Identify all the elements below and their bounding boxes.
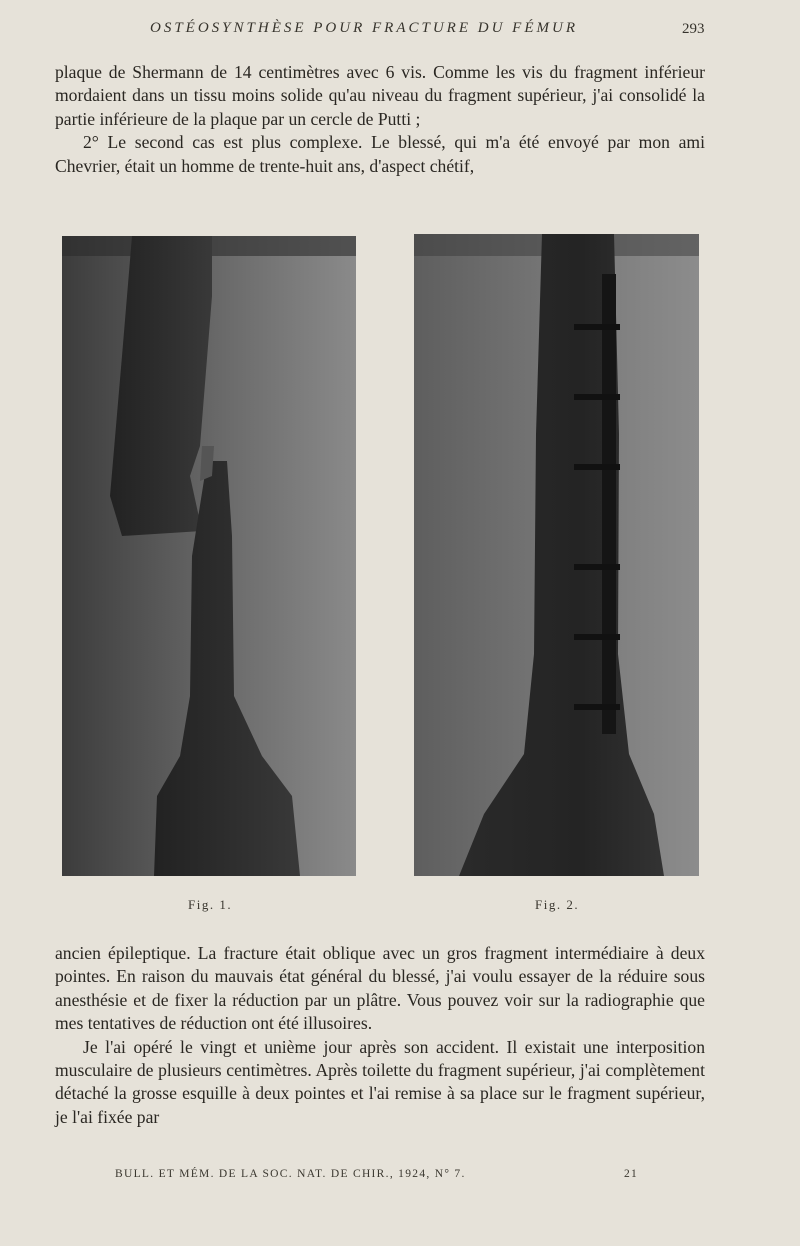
- body-text-bottom: [55, 942, 705, 1129]
- paragraph: 2° Le second cas est plus complexe. Le blessé, qui m'a été envoyé par mon ami Chevrier, était un homme de trente-huit ans, d'aspect chétif,: [55, 132, 705, 176]
- figure-2-caption: Fig. 2.: [535, 897, 580, 912]
- page-footer: [0, 1168, 800, 1188]
- figure-1-caption: Fig. 1.: [188, 897, 233, 912]
- page-number: 293: [682, 21, 705, 37]
- paragraph: plaque de Shermann de 14 centimètres avec 6 vis. Comme les vis du fragment inférieur mordaient dans un tissu moins solide qu'au niveau du fragment supérieur, j'ai consolidé la partie inférieure de la plaque par un cercle de Putti ;: [55, 62, 705, 129]
- journal-reference: BULL. ET MÉM. DE LA SOC. NAT. DE CHIR., 1924, N° 7.: [115, 1168, 466, 1180]
- running-title: OSTÉOSYNTHÈSE POUR FRACTURE DU FÉMUR: [150, 20, 578, 36]
- radiograph-figure-2: [414, 234, 699, 876]
- body-text-top: [55, 61, 705, 178]
- signature-mark: 21: [624, 1168, 639, 1180]
- radiograph-figure-1: [62, 236, 356, 876]
- running-head: [0, 20, 800, 44]
- paragraph: Je l'ai opéré le vingt et unième jour après son accident. Il existait une interposition musculaire de plusieurs centimètres. Après toilette du fragment supérieur, j'ai complètement détaché la grosse esquille à deux pointes et l'ai remise à sa place sur le fragment supérieur, je l'ai fixée par: [55, 1036, 705, 1127]
- paragraph: ancien épileptique. La fracture était oblique avec un gros fragment intermédiaire à deux pointes. En raison du mauvais état général du blessé, j'ai voulu essayer de la réduire sous anesthésie et de fixer la réduction par un plâtre. Vous pouvez voir sur la radiographie que mes tentatives de réduction ont été illusoires.: [55, 943, 705, 1034]
